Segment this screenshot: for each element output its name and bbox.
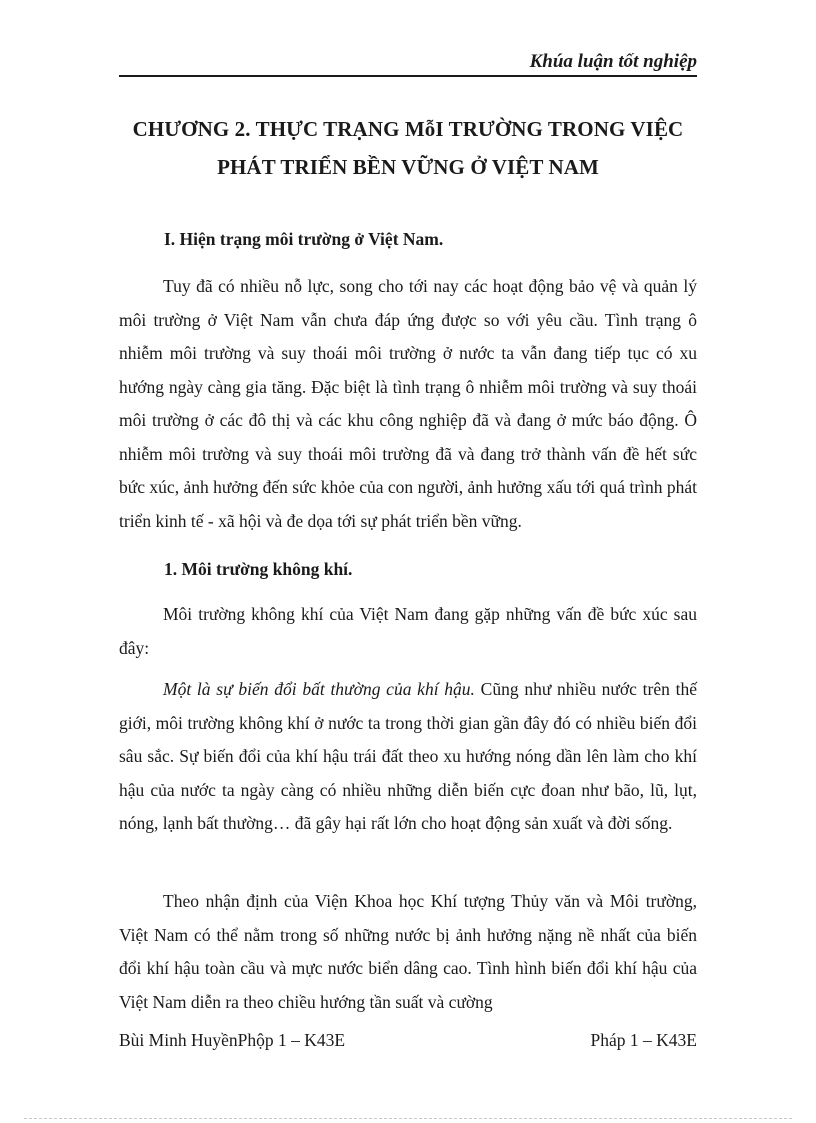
paragraph-climate-change-text: Cũng như nhiều nước trên thế giới, môi trường không khí ở nước ta trong thời gian gần đây đó có nhiều biến đổi sâu sắc. Sự biến đổi của khí hậu trái đất theo xu hướng nóng dần lên làm cho khí hậu của nước ta ngày càng có nhiều những diễn biến cực đoan như bão, lũ, lụt, nóng, lạnh bất thường… đã gây hại rất lớn cho hoạt động sản xuất và đời sống.	[119, 679, 697, 833]
section-heading: I. Hiện trạng môi trường ở Việt Nam.	[164, 229, 444, 249]
paragraph-institute-assessment: Theo nhận định của Viện Khoa học Khí tượng Thủy văn và Môi trường, Việt Nam có thể nằm trong số những nước bị ảnh hưởng nặng nề nhất của biến đổi khí hậu toàn cầu và mực nước biển dâng cao. Tình hình biến đổi khí hậu của Việt Nam diễn ra theo chiều hướng tần suất và cường	[119, 891, 697, 1012]
paragraph-climate-change	[119, 673, 697, 841]
paragraph-air-intro: Môi trường không khí của Việt Nam đang gặp những vấn đề bức xúc sau đây:	[119, 604, 697, 658]
paragraph-intro: Tuy đã có nhiều nỗ lực, song cho tới nay các hoạt động bảo vệ và quản lý môi trường ở Việt Nam vẫn chưa đáp ứng được so với yêu cầu. Tình trạng ô nhiễm môi trường và suy thoái môi trường ở nước ta vẫn đang tiếp tục có xu hướng ngày càng gia tăng. Đặc biệt là tình trạng ô nhiễm môi trường và suy thoái môi trường ở các đô thị và các khu công nghiệp đã và đang ở mức báo động. Ô nhiễm môi trường và suy thoái môi trường đã và đang trở thành vấn đề hết sức bức xúc, ảnh hưởng đến sức khỏe của con người, ảnh hưởng xấu tới quá trình phát triển kinh tế - xã hội và đe dọa tới sự phát triển bền vững.	[119, 276, 697, 531]
page-bottom-divider	[24, 1118, 792, 1119]
italic-lead: Một là sự biến đổi bất thường của khí hậu.	[163, 679, 475, 699]
chapter-title	[110, 110, 706, 186]
subsection-heading: 1. Môi trường không khí.	[164, 559, 353, 579]
header-title: Khúa luận tốt nghiệp	[529, 51, 697, 72]
chapter-title-line1: CHƯƠNG 2. THỰC TRẠNG MỗI TRƯỜNG TRONG VIỆC	[132, 117, 684, 141]
footer-author: Bùi Minh HuyềnPhộp 1 – K43E	[119, 1030, 346, 1050]
footer-class: Pháp 1 – K43E	[590, 1030, 697, 1050]
header-rule	[119, 75, 697, 77]
chapter-title-line2: PHÁT TRIỂN BỀN VỮNG Ở VIỆT NAM	[217, 155, 599, 179]
